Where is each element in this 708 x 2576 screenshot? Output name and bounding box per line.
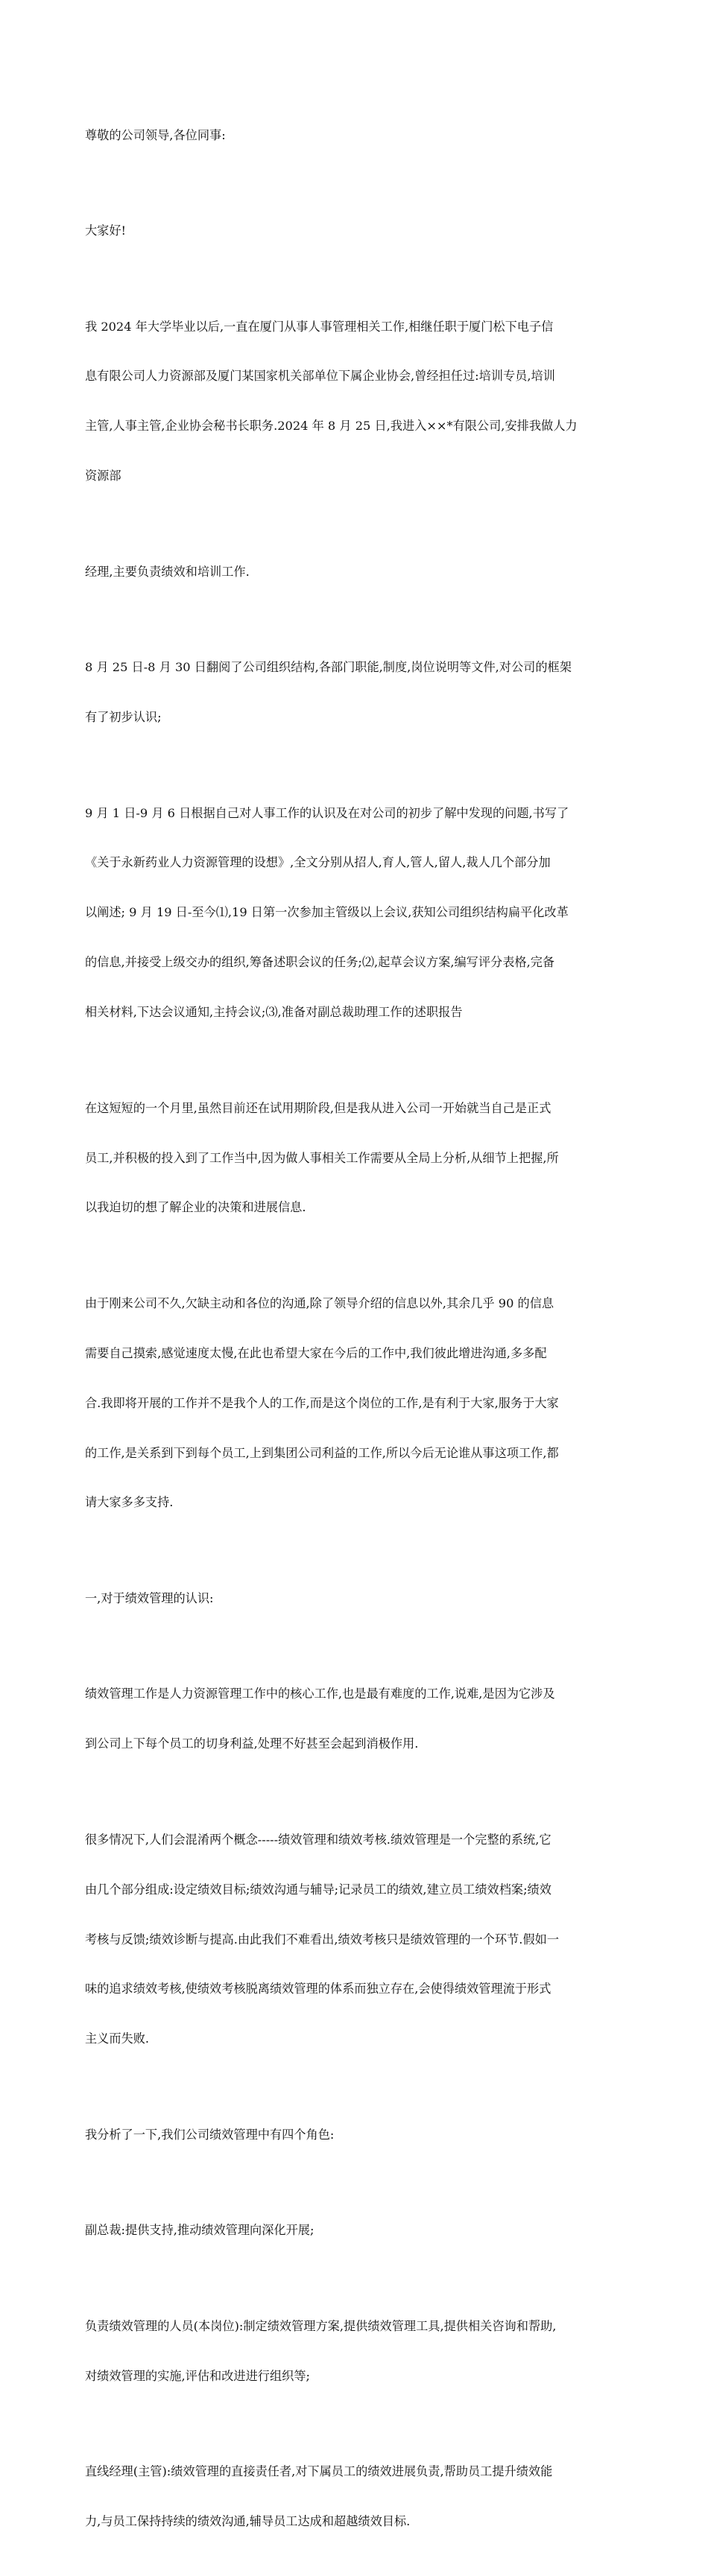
paragraph-role-manager [85,2431,623,2563]
paragraph-september [85,772,623,1054]
text-line: 很多情况下,人们会混淆两个概念-----绩效管理和绩效考核.绩效管理是一个完整的系统,它 [85,1832,551,1847]
text-line: 由于刚来公司不久,欠缺主动和各位的沟通,除了领导介绍的信息以外,其余几乎 90 的信息 [85,1295,554,1310]
salutation [85,94,623,177]
text-line: 有了初步认识; [85,710,162,725]
text-line: 经理,主要负责绩效和培训工作. [85,564,250,579]
text-line: 对绩效管理的实施,评估和改进进行组织等; [85,2368,310,2383]
text-line: 以我迫切的想了解企业的决策和进展信息. [85,1200,306,1215]
section-heading [85,1557,623,1640]
text-line: 员工,并积极的投入到了工作当中,因为做人事相关工作需要从全局上分析,从细节上把握,所 [85,1150,559,1165]
text-line: 味的追求绩效考核,使绩效考核脱离绩效管理的体系而独立存在,会使得绩效管理流于形式 [85,1982,551,1996]
text-line: 我 2024 年大学毕业以后,一直在厦门从事人事管理相关工作,相继任职于厦门松下电子信 [85,319,554,334]
text-line: 在这短短的一个月里,虽然目前还在试用期阶段,但是我从进入公司一开始就当自己是正式 [85,1100,551,1115]
greeting [85,189,623,272]
text-line: 主义而失败. [85,2031,150,2046]
text-line: 绩效管理工作是人力资源管理工作中的核心工作,也是最有难度的工作,说难,是因为它涉及 [85,1687,555,1701]
text-line: 主管,人事主管,企业协会秘书长职务.2024 年 8 月 25 日,我进入××*有限公司,安排我做人力 [85,419,578,434]
text-line: 由几个部分组成:设定绩效目标;绩效沟通与辅导;记录员工的绩效,建立员工绩效档案;绩效 [85,1882,551,1897]
text-line: 请大家多多支持. [85,1495,174,1510]
text-line: 《关于永新药业人力资源管理的设想》,全文分别从招人,育人,管人,留人,裁人几个部分加 [85,855,551,870]
text-line: 大家好! [85,223,127,238]
text-line: 息有限公司人力资源部及厦门某国家机关部单位下属企业协会,曾经担任过:培训专员,培训 [85,369,555,384]
paragraph-role-vp [85,2189,623,2272]
text-line: 到公司上下每个员工的切身利益,处理不好甚至会起到消极作用. [85,1736,419,1751]
text-line: 力,与员工保持持续的绩效沟通,辅导员工达成和超越绩效目标. [85,2514,411,2529]
paragraph-background [85,285,623,518]
paragraph-role [85,530,623,613]
paragraph-role-hr [85,2285,623,2417]
text-line: 8 月 25 日-8 月 30 日翻阅了公司组织结构,各部门职能,制度,岗位说明等文件,对公司的框架 [85,660,572,675]
text-line: 考核与反馈;绩效诊断与提高.由此我们不难看出,绩效考核只是绩效管理的一个环节.假如一 [85,1932,560,1947]
text-line: 一,对于绩效管理的认识: [85,1590,214,1605]
text-line: 9 月 1 日-9 月 6 日根据自己对人事工作的认识及在对公司的初步了解中发现的问题,书写了 [85,805,569,820]
text-line: 直线经理(主管):绩效管理的直接责任者,对下属员工的绩效进展负责,帮助员工提升绩效能 [85,2464,553,2479]
text-line: 资源部 [85,469,121,483]
paragraph-communication [85,1262,623,1544]
paragraph-concepts [85,1798,623,2081]
text-line: 的信息,并接受上级交办的组织,筹备述职会议的任务;⑵,起草会议方案,编写评分表格,完备 [85,955,555,970]
text-line: 负责绩效管理的人员(本岗位):制定绩效管理方案,提供绩效管理工具,提供相关咨询和帮助, [85,2318,557,2333]
text-line: 需要自己摸索,感觉速度太慢,在此也希望大家在今后的工作中,我们彼此增进沟通,多多配 [85,1345,547,1360]
paragraph-core-work [85,1653,623,1786]
text-line: 合.我即将开展的工作并不是我个人的工作,而是这个岗位的工作,是有利于大家,服务于大家 [85,1395,559,1410]
text-line: 相关材料,下达会议通知,主持会议;⑶,准备对副总裁助理工作的述职报告 [85,1005,463,1020]
paragraph-august [85,626,623,759]
paragraph-first-month [85,1067,623,1249]
document-body [85,94,623,2576]
text-line: 尊敬的公司领导,各位同事: [85,127,226,142]
text-line: 我分析了一下,我们公司绩效管理中有四个角色: [85,2127,335,2142]
text-line: 副总裁:提供支持,推动绩效管理向深化开展; [85,2223,315,2238]
paragraph-roles-intro [85,2093,623,2176]
text-line: 以阐述; 9 月 19 日-至今⑴,19 日第一次参加主管级以上会议,获知公司组织结构扁平化改革 [85,905,569,920]
text-line: 的工作,是关系到下到每个员工,上到集团公司利益的工作,所以今后无论谁从事这项工作,都 [85,1445,559,1460]
